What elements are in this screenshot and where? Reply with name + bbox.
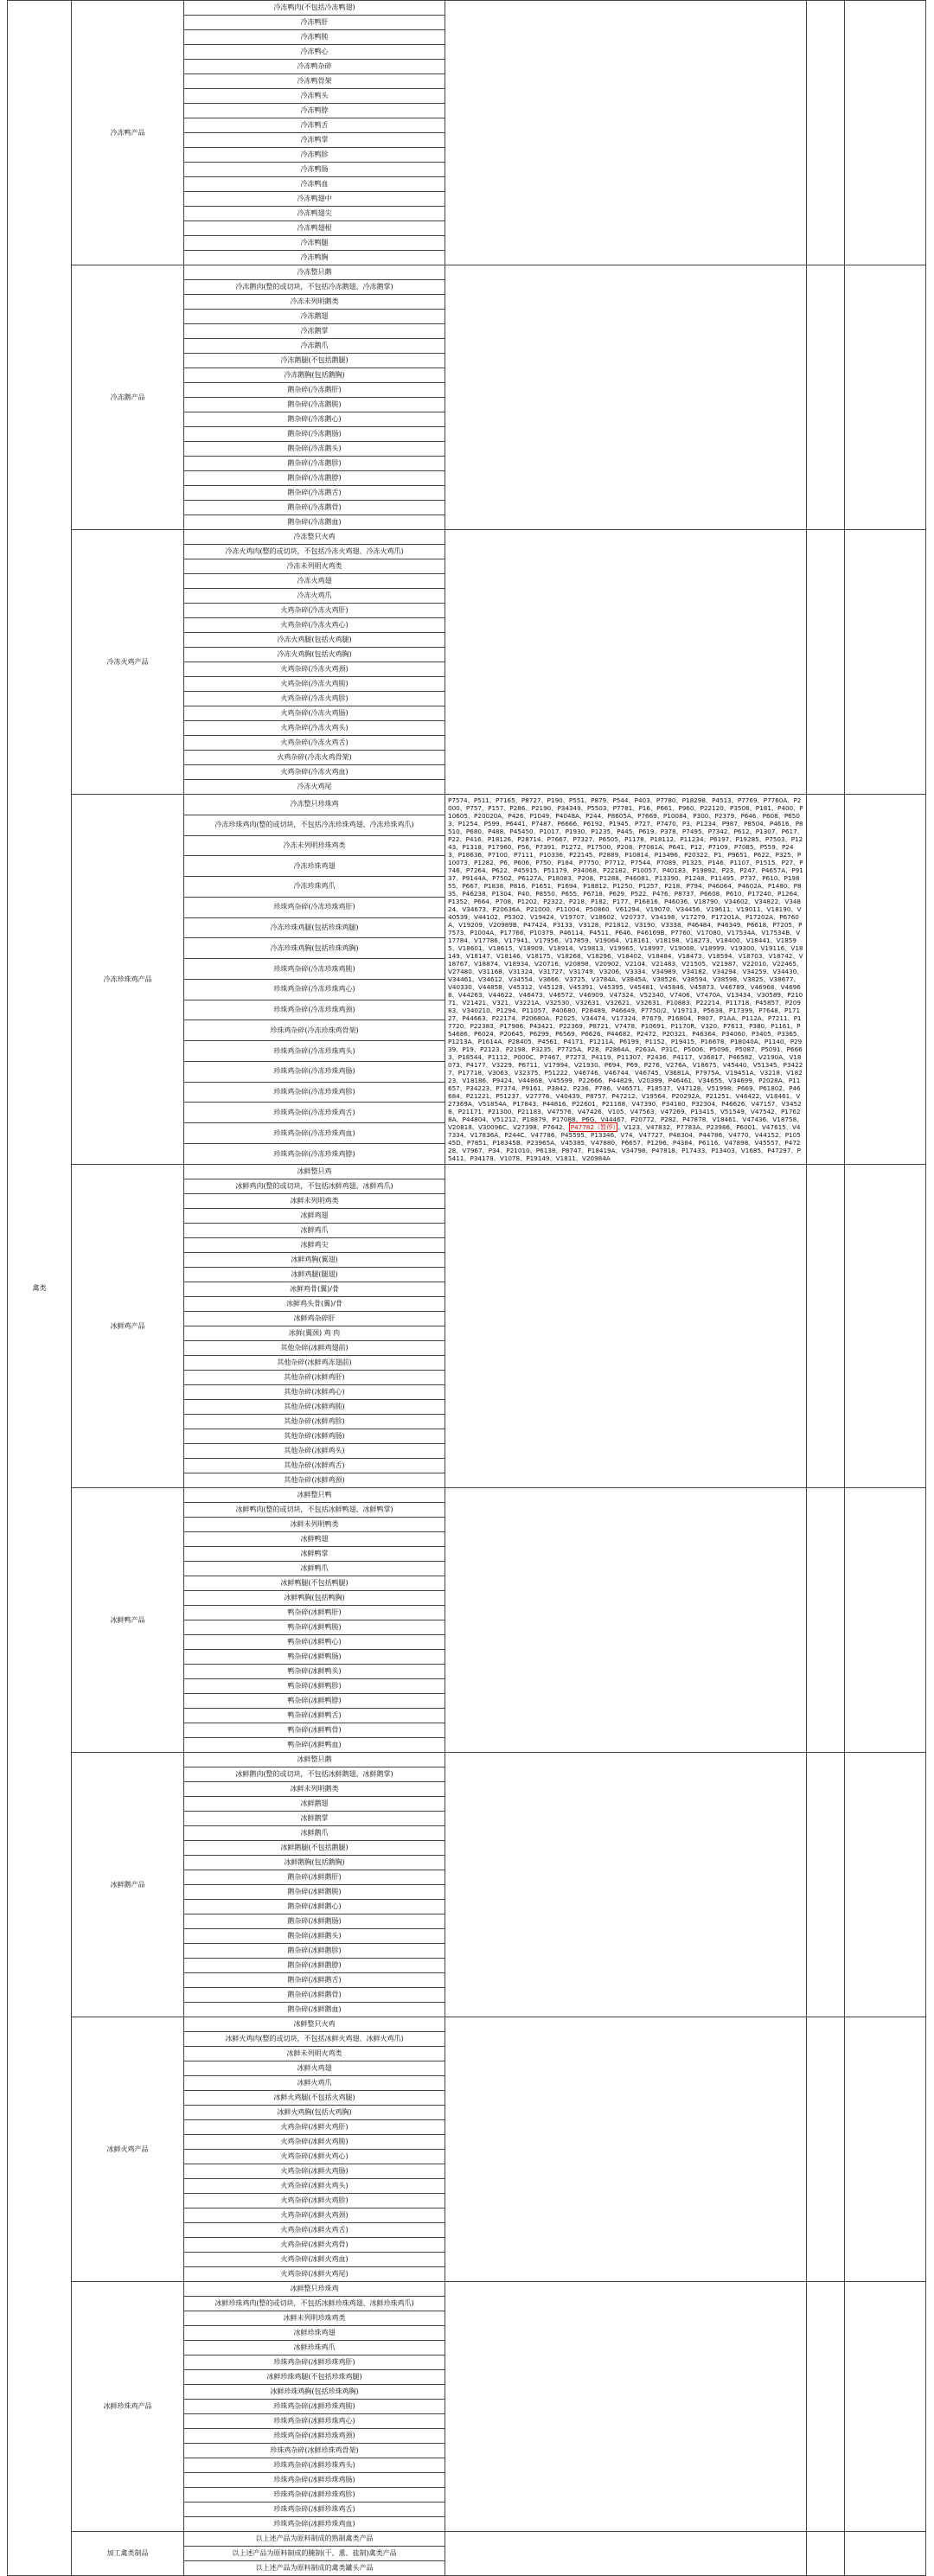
product-name-cell: 以上述产品为原料制成的禽类罐头产品 [184, 2561, 445, 2576]
product-name-cell: 火鸡杂碎(冰鲜火鸡心) [184, 2150, 445, 2164]
product-name-cell: 以上述产品为原料制成的腌制(干、熏、盐制)禽类产品 [184, 2547, 445, 2561]
product-name-cell: 冰鲜鸭翅 [184, 1532, 445, 1547]
table-row [8, 1488, 926, 1503]
product-name-cell: 火鸡杂碎(冰鲜火鸡肫) [184, 2135, 445, 2150]
product-name-cell: 火鸡杂碎(冰鲜火鸡头) [184, 2179, 445, 2194]
remark-cell [845, 530, 926, 795]
product-name-cell: 鹅杂碎(冷冻鹅骨) [184, 501, 445, 515]
product-name-cell: 珍珠鸡杂碎(冰鲜珍珠鸡头) [184, 2458, 445, 2473]
product-name-cell: 冰鲜鸡爪 [184, 1224, 445, 1238]
product-name-cell: 鹅杂碎(冷冻鹅胗) [184, 457, 445, 471]
product-name-cell: 冷冻珍珠鸡翅 [184, 856, 445, 877]
table-row [8, 795, 926, 815]
group-name-cell: 冰鲜鸡产品 [72, 1165, 184, 1488]
blank-cell [807, 1488, 845, 1753]
suspended-plant-marker: P47782（暂停） [570, 1123, 617, 1131]
product-name-cell: 冰鲜珍珠鸡爪 [184, 2341, 445, 2355]
product-name-cell: 珍珠鸡杂碎(冷冻珍珠鸡肫) [184, 959, 445, 980]
product-name-cell: 冰鲜鸡杂碎肝 [184, 1312, 445, 1326]
product-name-cell: 鹅杂碎(冰鲜鹅舌) [184, 1973, 445, 1988]
product-name-cell: 冷冻整只火鸡 [184, 530, 445, 545]
blank-cell [807, 2532, 845, 2576]
product-name-cell: 火鸡杂碎(冷冻火鸡肠) [184, 706, 445, 721]
product-name-cell: 冰鲜珍珠鸡翅 [184, 2326, 445, 2341]
plant-list-cell [445, 2532, 807, 2576]
group-name-cell: 冷冻火鸡产品 [72, 530, 184, 795]
product-name-cell: 冰鲜火鸡胸(包括火鸡胸) [184, 2106, 445, 2120]
product-name-cell: 其他杂碎(冰鲜鸡翅前) [184, 1341, 445, 1356]
product-name-cell: 鹅杂碎(冷冻鹅肫) [184, 398, 445, 412]
product-name-cell: 鹅杂碎(冷冻鹅肝) [184, 383, 445, 398]
product-name-cell: 冰鲜火鸡翅 [184, 2061, 445, 2076]
product-name-cell: 冰鲜鸭胸(包括鸭胸) [184, 1591, 445, 1606]
product-name-cell: 冰鲜火鸡肉(整的或切块，不包括冰鲜火鸡翅、冰鲜火鸡爪) [184, 2032, 445, 2047]
product-name-cell: 鸭杂碎(冰鲜鸭心) [184, 1635, 445, 1650]
product-name-cell: 冷冻鸭肝 [184, 16, 445, 30]
group-name-cell: 加工禽类制品 [72, 2532, 184, 2576]
product-name-cell: 冷冻鸭肉(不包括冷冻鸭翅) [184, 1, 445, 16]
product-name-cell: 鸭杂碎(冰鲜鸭胗) [184, 1679, 445, 1694]
product-name-cell: 鹅杂碎(冰鲜鹅胗) [184, 1944, 445, 1959]
product-name-cell: 冷冻鸭心 [184, 45, 445, 60]
table-row [8, 265, 926, 280]
product-name-cell: 冷冻珍珠鸡胸(包括珍珠鸡胸) [184, 938, 445, 959]
group-name-cell: 冰鲜鸭产品 [72, 1488, 184, 1753]
product-name-cell: 冷冻鸭血 [184, 177, 445, 192]
product-name-cell: 冷冻鸭胸 [184, 251, 445, 265]
plant-list-cell [445, 1753, 807, 2017]
product-name-cell: 火鸡杂碎(冰鲜火鸡颈) [184, 2208, 445, 2223]
blank-cell [807, 2017, 845, 2282]
product-name-cell: 冰鲜鹅肉(整的或切块，不包括冰鲜鹅翅、冰鲜鹅掌) [184, 1767, 445, 1782]
product-name-cell: 其他杂碎(冰鲜鸡肝) [184, 1371, 445, 1385]
product-name-cell: 冷冻鸭杂碎 [184, 60, 445, 74]
product-name-cell: 冷冻珍珠鸡肉(整的或切块，不包括冷冻珍珠鸡翅、冷冻珍珠鸡爪) [184, 815, 445, 835]
product-name-cell: 珍珠鸡杂碎(冷冻珍珠鸡头) [184, 1041, 445, 1062]
product-name-cell: 珍珠鸡杂碎(冷冻珍珠鸡心) [184, 979, 445, 1000]
remark-cell [845, 1, 926, 265]
product-name-cell: 冰鲜鹅掌 [184, 1812, 445, 1826]
product-name-cell: 冷冻鸭骨架 [184, 74, 445, 89]
group-name-cell: 冰鲜火鸡产品 [72, 2017, 184, 2282]
product-name-cell: 鸭杂碎(冰鲜鸭头) [184, 1665, 445, 1679]
product-name-cell: 冰鲜鸡骨(翼)/骨 [184, 1282, 445, 1297]
product-name-cell: 冷冻火鸡翅 [184, 574, 445, 589]
product-name-cell: 冷冻珍珠鸡爪 [184, 877, 445, 898]
product-name-cell: 冰鲜鸡尖 [184, 1238, 445, 1253]
product-name-cell: 鹅杂碎(冷冻鹅血) [184, 515, 445, 530]
product-name-cell: 火鸡杂碎(冷冻火鸡头) [184, 721, 445, 736]
product-name-cell: 其他杂碎(冰鲜鸡舌) [184, 1459, 445, 1473]
plant-list-cell [445, 1, 807, 265]
product-name-cell: 冰鲜整只鸡 [184, 1165, 445, 1179]
product-name-cell: 冷冻鸭胗 [184, 148, 445, 163]
product-name-cell: 火鸡杂碎(冰鲜火鸡血) [184, 2253, 445, 2267]
product-name-cell: 冰鲜未列明鹅类 [184, 1782, 445, 1797]
product-name-cell: 冰鲜火鸡爪 [184, 2076, 445, 2091]
product-name-cell: 珍珠鸡杂碎(冰鲜珍珠鸡血) [184, 2517, 445, 2532]
product-name-cell: 冰鲜珍珠鸡肉(整的或切块，不包括冰鲜珍珠鸡翅、冰鲜珍珠鸡爪) [184, 2297, 445, 2311]
product-name-cell: 火鸡杂碎(冰鲜火鸡骨) [184, 2238, 445, 2253]
product-name-cell: 鹅杂碎(冷冻鹅舌) [184, 486, 445, 501]
product-name-cell: 冷冻鸭脖 [184, 104, 445, 118]
product-name-cell: 冷冻鸭翅根 [184, 221, 445, 236]
plant-list-cell [445, 795, 807, 1165]
product-name-cell: 其他杂碎(冰鲜鸡肫) [184, 1400, 445, 1415]
product-name-cell: 冷冻鹅胸(包括鹅胸) [184, 368, 445, 383]
product-name-cell: 冰鲜鸭肉(整的或切块，不包括冰鲜鸭翅、冰鲜鸭掌) [184, 1503, 445, 1518]
product-name-cell: 冰鲜鸡胸(翼翅) [184, 1253, 445, 1268]
product-name-cell: 冰鲜鹅腿(不包括鹅腿) [184, 1841, 445, 1856]
product-name-cell: 珍珠鸡杂碎(冰鲜珍珠鸡颈) [184, 2429, 445, 2444]
product-name-cell: 火鸡杂碎(冰鲜火鸡舌) [184, 2223, 445, 2238]
remark-cell [845, 2532, 926, 2576]
product-name-cell: 冰鲜火鸡腿(不包括火鸡腿) [184, 2091, 445, 2106]
product-name-cell: 冷冻鸭腿 [184, 236, 445, 251]
product-name-cell: 冰鲜鸡肉(整的或切块，不包括冰鲜鸡翅、冰鲜鸡爪) [184, 1179, 445, 1194]
product-name-cell: 鸭杂碎(冰鲜鸭肝) [184, 1606, 445, 1620]
product-name-cell: 其他杂碎(冰鲜鸡颈) [184, 1473, 445, 1488]
product-name-cell: 冷冻未列明珍珠鸡类 [184, 835, 445, 856]
blank-cell [807, 265, 845, 530]
product-name-cell: 冷冻火鸡尾 [184, 780, 445, 795]
product-name-cell: 珍珠鸡杂碎(冰鲜珍珠鸡舌) [184, 2502, 445, 2517]
product-name-cell: 珍珠鸡杂碎(冷冻珍珠鸡舌) [184, 1103, 445, 1123]
blank-cell [807, 1753, 845, 2017]
table-row [8, 1, 926, 16]
product-name-cell: 火鸡杂碎(冷冻火鸡胗) [184, 692, 445, 706]
product-name-cell: 其他杂碎(冰鲜鸡胗) [184, 1415, 445, 1429]
product-name-cell: 冰鲜珍珠鸡腿(不包括珍珠鸡腿) [184, 2370, 445, 2385]
blank-cell [807, 2282, 845, 2532]
product-name-cell: 鹅杂碎(冷冻鹅脖) [184, 471, 445, 486]
document [7, 0, 925, 2576]
product-name-cell: 冷冻鸭掌 [184, 133, 445, 148]
product-name-cell: 冰鲜鹅胸(包括鹅胸) [184, 1856, 445, 1870]
plant-list-cell [445, 2017, 807, 2282]
product-name-cell: 冷冻鹅爪 [184, 339, 445, 354]
product-name-cell: 冰鲜鸡头骨(翼)/骨 [184, 1297, 445, 1312]
plant-list-cell [445, 2282, 807, 2532]
product-name-cell: 冷冻珍珠鸡腿(包括珍珠鸡腿) [184, 917, 445, 938]
product-name-cell: 火鸡杂碎(冷冻火鸡肝) [184, 604, 445, 618]
product-name-cell: 鸭杂碎(冰鲜鸭血) [184, 1738, 445, 1753]
product-name-cell: 珍珠鸡杂碎(冰鲜珍珠鸡肫) [184, 2400, 445, 2414]
product-name-cell: 以上述产品为原料制成的熟制禽类产品 [184, 2532, 445, 2547]
product-name-cell: 珍珠鸡杂碎(冷冻珍珠鸡颈) [184, 1000, 445, 1020]
product-name-cell: 冷冻鸭翅尖 [184, 207, 445, 221]
product-name-cell: 冰鲜整只珍珠鸡 [184, 2282, 445, 2297]
product-name-cell: 珍珠鸡杂碎(冷冻珍珠鸡肝) [184, 897, 445, 917]
product-name-cell: 冰鲜鹅翅 [184, 1797, 445, 1812]
group-name-cell: 冷冻珍珠鸡产品 [72, 795, 184, 1165]
product-name-cell: 鸭杂碎(冰鲜鸭肫) [184, 1620, 445, 1635]
product-name-cell: 冷冻鸭翅中 [184, 192, 445, 207]
blank-cell [807, 530, 845, 795]
blank-cell [807, 1165, 845, 1488]
product-name-cell: 火鸡杂碎(冷冻火鸡颈) [184, 662, 445, 677]
product-name-cell: 火鸡杂碎(冰鲜火鸡肠) [184, 2164, 445, 2179]
product-name-cell: 冰鲜鸭腿(不包括鸭腿) [184, 1576, 445, 1591]
product-name-cell: 冷冻火鸡肉(整的或切块，不包括冷冻火鸡翅、冷冻火鸡爪) [184, 545, 445, 559]
product-name-cell: 冷冻整只鹅 [184, 265, 445, 280]
product-name-cell: 冷冻鸭舌 [184, 118, 445, 133]
product-name-cell: 鹅杂碎(冷冻鹅肠) [184, 427, 445, 442]
product-name-cell: 鸭杂碎(冰鲜鸭骨) [184, 1723, 445, 1738]
product-name-cell: 鹅杂碎(冰鲜鹅肝) [184, 1870, 445, 1885]
plant-list-text: P7574、P511、P7165、P8727、P190、P551、P879、P544、P403、P7780、P18298、P4513、P7769、P7760A、P2000、P757、P157、P286、P2190、P34349、P5503、P7781、P16、P661、P960、P22120、P3508、P181、P400、P10605、P20020A、P426、P1049、P4048A、P244、P8605A、P7669、P10084、P300、P2379、P646、P608、P6503、P1254、P599、P6441、P7487、P6666、P6192、P1945、P727、P7470、P3、P1234、P987、P8504、P4616、P8510、P680、P488、P45450、P1017、P1930、P1235、P445、P619、P378、P7495、P7342、P612、P1307、P617、P22、P416、P18126、P28714、P7667、P7327、P6505、P1178、P18112、P11234、P6197、P19285、P7503、P1243、P1318、P17960、P56、P7391、P1272、P17500、P208、P7081A、P641、P12、P7109、P7085、P559、P243、P18636、P7100、P7111、P10336、P22145、P2889、P10814、P13496、P20322、P1、P9651、P622、P325、P10073、P1282、P6、P606、P750、P184、P7750、P7712、P7544、P7089、P1325、P146、P1107、P1515、P27、P746、P7264、P622、P45915、P51179、P34068、P22182、P10057、P40183、P19892、P23、P247、P4657A、P9137、P9144A、P7502、P6127A、P18083、P208、P1288、P46081、P13390、P1248、P11495、P737、P610、P19855、P667、P1838、P816、P1651、P1694、P18812、P1250、P1257、P218、P794、P46064、P4602A、P1480、P835、P46238、P1304、P40、P8550、P655、P6718、P629、P522、P476、P8737、P6608、P610、P17240、P1264、P1352、P664、P708、P1202、P2322、P218、P182、P177、P16816、P46036、V18790、V34602、V34822、V34824、V34673、P20636A、P21000、P11004、P50860、V61294、V19070、V34456、V19611、V19011、V18190、V40539、V44102、P5302、V19424、V19707、V18602、V20737、V34198、V17279、P17201A、P17202A、P6760A、V19209、V20989B、P47424、P3133、V3128、P21812、V3190、V3338、P46484、P46349、P6618、P7205、P7573、P1004A、P17766、P10379、P46114、P4511、P646、P46169B、P7760、V17080、V17534A、V17534B、V17784、V17786、V17941、V17956、V17859、V19064、V18161、V18198、V18273、V18400、V18441、V18595、V18601、V18615、V18909、V18914、V19813、V19965、V18997、V19008、V18999、V19300、V19116、V18149、V18147、V18146、V18175、V18268、V18296、V18402、V18484、V18473、V18594、V18703、V18742、V18767、V18874、V18934、V20716、V20898、V20902、V2104、V21483、V21505、V21987、V22010、V22465、V27480、V31168、V31324、V31727、V31749、V3206、V3334、V34989、V34182、V34294、V34259、V34430、V34461、V34612、V34554、V3666、V3725、V3784A、V3845A、V38526、V38594、V38598、V3825、V38677、V40330、V44858、V45312、V45128、V45391、V45395、V45481、V45846、V45873、V46789、V46968、V46968、V44263、V44622、V46473、V46572、V46909、V47324、V52340、V7406、V7470A、V13434、V30589、P21071、V21421、V321、V3221A、V32530、V32631、V32621、V32631、P10883、P22214、P11718、P45857、P20983、V340210、P1294、P11057、P40680、P28489、P46649、P7750/2、V19713、P5638、P17399、P7648、P17127、P44663、P22174、P20680A、P2025、V34474、V17324、P7679、P16804、P807、P1AA、P112A、P7211、P17720、P22383、P17986、P43421、P22369、P8721、V7478、P10691、P1170R、V320、P7613、P380、P1161、P54686、P6024、P20645、P6299、P6569、P6626、P44682、P2472、P20321、P46364、P34060、P3405、P3365、P1213A、P1614A、P28405、P4561、P4171、P1211A、P6199、P1152、P19415、P16678、P18040A、P1140、P2939、P19、P2123、P2198、P3235、P7725A、P28、P2864A、P263A、P31C、P5006、P5096、P5087、P5091、P6663、P18544、P1112、P000C、P7467、P7273、P4119、P11307、P2436、P4117、V36817、P46582、V2190A、V18073、P4177、V3229、P6711、V17994、V21930、P694、P69、P276、V276A、V18675、V45440、V51345、P34227、P17718、V3063、V32375、P51222、V46746、V46744、V46745、V3681A、P7975A、V19451A、V3218、V18223、V18186、P9424、V44868、V45599、P22666、P44829、V20399、P46461、V34655、V34699、P2028A、P11657、P34223、P7374、P9161、P3842、P236、P786、V46571、P18537、V47128、V51998、P669、P61802、P46684、P21221、P51237、V27776、V40439、P8757、P47212、V19564、P20292A、P21251、V46422、V18461、V27369A、V51854A、P17843、P44816、P22601、P21168、V47390、P34180、P32304、P46626、V47157、V34528、P21171、P21300、P21183、V47576、V47426、V105、V47563、V47269、P13415、V51549、V47542、P17628A、P44804、V51212、P18879、P17088、P6G、V44467、P20772、P282、P47878、V18461、V47436、V18758、V20818、V30096C、V27398、P7642、 [448, 796, 803, 1131]
product-name-cell: 鹅杂碎(冰鲜鹅肫) [184, 1885, 445, 1900]
product-name-cell: 冷冻鸭肫 [184, 30, 445, 45]
product-name-cell: 鹅杂碎(冰鲜鹅肠) [184, 1914, 445, 1929]
product-name-cell: 火鸡杂碎(冷冻火鸡心) [184, 618, 445, 633]
group-name-cell: 冷冻鹅产品 [72, 265, 184, 530]
product-name-cell: 鸭杂碎(冰鲜鸭舌) [184, 1709, 445, 1723]
product-name-cell: 鹅杂碎(冰鲜鹅头) [184, 1929, 445, 1944]
table-row [8, 2532, 926, 2547]
product-name-cell: 冰鲜未列明鸭类 [184, 1518, 445, 1532]
product-name-cell: 其他杂碎(冰鲜鸡心) [184, 1385, 445, 1400]
product-name-cell: 鸭杂碎(冰鲜鸭肠) [184, 1650, 445, 1665]
product-name-cell: 冰鲜鸭掌 [184, 1547, 445, 1562]
product-name-cell: 鹅杂碎(冰鲜鹅脖) [184, 1959, 445, 1973]
product-table-body [8, 1, 926, 2576]
category-cell: 禽类 [8, 1, 72, 2576]
product-name-cell: 冰鲜鸭爪 [184, 1562, 445, 1576]
product-name-cell: 珍珠鸡杂碎(冰鲜珍珠鸡心) [184, 2414, 445, 2429]
group-name-cell: 冷冻鸭产品 [72, 1, 184, 265]
product-name-cell: 珍珠鸡杂碎(冰鲜珍珠鸡胗) [184, 2488, 445, 2502]
table-row [8, 1165, 926, 1179]
product-name-cell: 珍珠鸡杂碎(冰鲜珍珠鸡肝) [184, 2355, 445, 2370]
product-name-cell: 珍珠鸡杂碎(冷冻珍珠鸡脖) [184, 1144, 445, 1165]
product-name-cell: 冰鲜未列明鸡类 [184, 1194, 445, 1209]
blank-cell [807, 795, 845, 1165]
plant-list-cell [445, 265, 807, 530]
product-name-cell: 冰鲜鸡翅 [184, 1209, 445, 1224]
product-name-cell: 冰鲜珍珠鸡胸(包括珍珠鸡胸) [184, 2385, 445, 2400]
product-name-cell: 冰鲜鸡腿(腿翅) [184, 1268, 445, 1282]
product-name-cell: 鹅杂碎(冷冻鹅心) [184, 412, 445, 427]
product-name-cell: 冷冻鸭头 [184, 89, 445, 104]
product-name-cell: 冷冻火鸡胸(包括火鸡胸) [184, 648, 445, 662]
product-name-cell: 鹅杂碎(冰鲜鹅血) [184, 2003, 445, 2017]
product-name-cell: 珍珠鸡杂碎(冷冻珍珠鸡肠) [184, 1061, 445, 1082]
product-name-cell: 火鸡杂碎(冷冻火鸡血) [184, 765, 445, 780]
plant-list-cell [445, 1165, 807, 1488]
product-name-cell: 珍珠鸡杂碎(冷冻珍珠鸡胗) [184, 1082, 445, 1103]
remark-cell [845, 1165, 926, 1488]
product-name-cell: 冷冻鹅翅 [184, 310, 445, 324]
product-name-cell: 冷冻鹅腿(不包括鹅腿) [184, 354, 445, 368]
product-name-cell: 其他杂碎(冰鲜鸡冻翅前) [184, 1356, 445, 1371]
product-table [7, 0, 926, 2576]
remark-cell [845, 795, 926, 1165]
product-name-cell: 冷冻整只珍珠鸡 [184, 795, 445, 815]
product-name-cell: 火鸡杂碎(冷冻火鸡肫) [184, 677, 445, 692]
product-name-cell: 冰鲜(翼颈) 鸡 肉 [184, 1326, 445, 1341]
plant-list-cell [445, 530, 807, 795]
product-name-cell: 鹅杂碎(冰鲜鹅心) [184, 1900, 445, 1914]
product-name-cell: 鸭杂碎(冰鲜鸭脖) [184, 1694, 445, 1709]
product-name-cell: 火鸡杂碎(冰鲜火鸡肝) [184, 2120, 445, 2135]
product-name-cell: 鹅杂碎(冰鲜鹅骨) [184, 1988, 445, 2003]
table-row [8, 2282, 926, 2297]
remark-cell [845, 1753, 926, 2017]
group-name-cell: 冰鲜鹅产品 [72, 1753, 184, 2017]
product-name-cell: 冰鲜整只鹅 [184, 1753, 445, 1767]
product-name-cell: 火鸡杂碎(冷冻火鸡骨架) [184, 751, 445, 765]
group-name-cell: 冰鲜珍珠鸡产品 [72, 2282, 184, 2532]
product-name-cell: 珍珠鸡杂碎(冷冻珍珠鸡骨架) [184, 1020, 445, 1041]
product-name-cell: 冰鲜整只鸭 [184, 1488, 445, 1503]
product-name-cell: 冷冻鸭肠 [184, 163, 445, 177]
product-name-cell: 火鸡杂碎(冰鲜火鸡胗) [184, 2194, 445, 2208]
table-row [8, 1753, 926, 1767]
remark-cell [845, 2282, 926, 2532]
product-name-cell: 其他杂碎(冰鲜鸡头) [184, 1444, 445, 1459]
product-name-cell: 冷冻火鸡腿(包括火鸡腿) [184, 633, 445, 648]
product-name-cell: 冷冻未列明鹅类 [184, 295, 445, 310]
table-row [8, 530, 926, 545]
product-name-cell: 珍珠鸡杂碎(冷冻珍珠鸡血) [184, 1123, 445, 1144]
product-name-cell: 火鸡杂碎(冷冻火鸡舌) [184, 736, 445, 751]
product-name-cell: 冰鲜整只火鸡 [184, 2017, 445, 2032]
product-name-cell: 其他杂碎(冰鲜鸡肠) [184, 1429, 445, 1444]
product-name-cell: 冷冻火鸡爪 [184, 589, 445, 604]
product-name-cell: 冰鲜未列明火鸡类 [184, 2047, 445, 2061]
product-name-cell: 冷冻未列明火鸡类 [184, 559, 445, 574]
product-name-cell: 珍珠鸡杂碎(冰鲜珍珠鸡骨架) [184, 2444, 445, 2458]
plant-list-text-continued: 、V123、V47832、P7783A、P23986、P6001、V47615、V47334、V17836A、P244C、V47786、P45595、P13346、V74、V47727、P48304、P44786、V4770、V44152、P10545D、P7851、P18345B、P23965A、V45385、V47880、P6657、P1296、P4384、P6116、V47898、V45557、P47228、V7967、P34、P21010、P6138、P8747、P18419A、V34798、P47818、P17433、P13403、V1685、P47297、P5411、P34178、V1078、P19149、V1811、V20984A [448, 1123, 801, 1162]
remark-cell [845, 265, 926, 530]
product-name-cell: 冷冻鹅掌 [184, 324, 445, 339]
product-name-cell: 冷冻鹅肉(整的或切块，不包括冷冻鹅翅、冷冻鹅掌) [184, 280, 445, 295]
product-name-cell: 火鸡杂碎(冰鲜火鸡尾) [184, 2267, 445, 2282]
table-row [8, 2017, 926, 2032]
product-name-cell: 鹅杂碎(冷冻鹅头) [184, 442, 445, 457]
remark-cell [845, 2017, 926, 2282]
product-name-cell: 珍珠鸡杂碎(冰鲜珍珠鸡肠) [184, 2473, 445, 2488]
product-name-cell: 冰鲜未列明珍珠鸡类 [184, 2311, 445, 2326]
blank-cell [807, 1, 845, 265]
plant-list-cell [445, 1488, 807, 1753]
remark-cell [845, 1488, 926, 1753]
product-name-cell: 冰鲜鹅爪 [184, 1826, 445, 1841]
